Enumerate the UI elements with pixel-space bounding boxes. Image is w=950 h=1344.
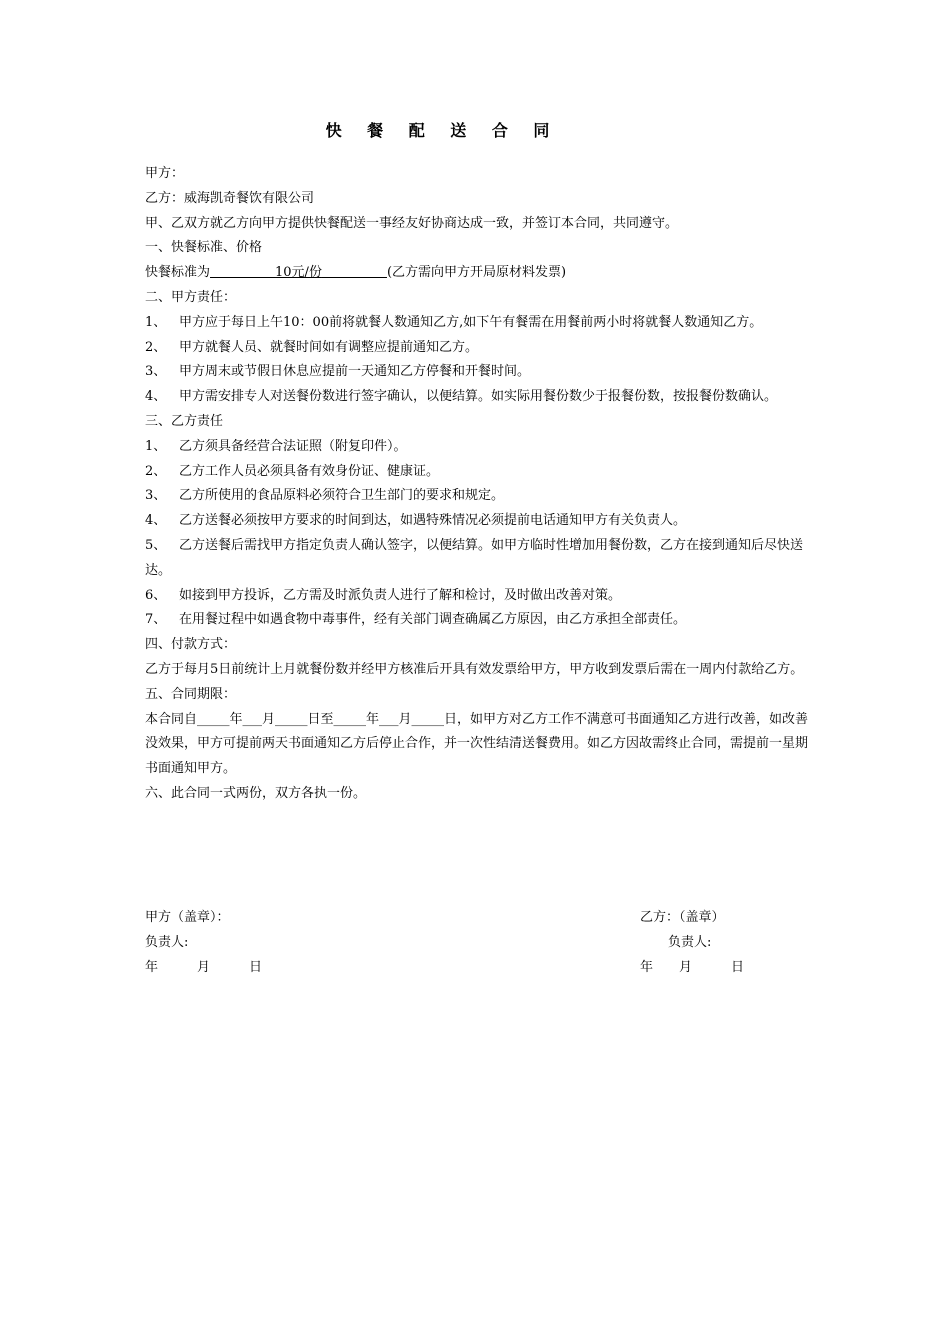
party-b-line: 乙方：威海凯奇餐饮有限公司	[145, 190, 315, 206]
intro-line: 甲、乙双方就乙方向甲方提供快餐配送一事经友好协商达成一致，并签订本合同，共同遵守。	[145, 215, 679, 231]
party-b-signature-block	[640, 906, 744, 980]
clause-number: 6、	[145, 587, 167, 603]
clause-a3	[145, 360, 813, 385]
clause-text: 甲方应于每日上午10：00前将就餐人数通知乙方,如下午有餐需在用餐前两小时将就餐人数通知乙方。	[179, 314, 763, 330]
meal-standard-note: (乙方需向甲方开局原材料发票)	[386, 265, 567, 281]
payment-paragraph: 乙方于每月5日前统计上月就餐份数并经甲方核准后开具有效发票给甲方，甲方收到发票后需在一周内付款给乙方。	[145, 661, 804, 677]
blank-left	[210, 265, 275, 280]
clause-text: 乙方须具备经营合法证照（附复印件）。	[179, 438, 407, 454]
meal-standard-label: 快餐标准为	[145, 265, 211, 281]
section-5-heading: 五、合同期限：	[145, 686, 237, 702]
section-3-heading: 三、乙方责任	[145, 413, 224, 429]
term-paragraph: 本合同自_____年___月_____日至_____年___月_____日，如甲方对乙方工作不满意可书面通知乙方进行改善，如改善没效果，甲方可提前两天书面通知乙方后停止合作，并一次性结清送餐费用。如乙方因故需终止合同，需提前一星期书面通知甲方。	[145, 711, 809, 777]
clause-number: 4、	[145, 513, 167, 529]
party-a-signature-block	[145, 906, 262, 980]
blank-right	[322, 265, 387, 280]
clause-b3	[145, 484, 813, 509]
clause-a4	[145, 385, 813, 410]
clause-number: 3、	[145, 488, 167, 504]
clause-b1	[145, 435, 813, 460]
clause-text: 如接到甲方投诉，乙方需及时派负责人进行了解和检讨，及时做出改善对策。	[179, 587, 622, 603]
clause-number: 1、	[145, 438, 167, 454]
clause-number: 2、	[145, 463, 167, 479]
section-4-heading: 四、付款方式：	[145, 637, 237, 653]
section-2-heading: 二、甲方责任：	[145, 289, 237, 305]
party-b-seal-label: 乙方：（盖章）	[640, 910, 725, 925]
clause-number: 3、	[145, 364, 167, 380]
party-a-line: 甲方：	[145, 166, 185, 181]
clause-text: 甲方就餐人员、就餐时间如有调整应提前通知乙方。	[179, 339, 479, 355]
clause-number: 7、	[145, 612, 167, 628]
clause-number: 4、	[145, 389, 167, 405]
clause-a1	[145, 311, 813, 336]
party-b-date-label: 年 月 日	[640, 959, 745, 975]
meal-price-value: 10元/份	[275, 265, 322, 281]
clause-text: 甲方周末或节假日休息应提前一天通知乙方停餐和开餐时间。	[179, 364, 531, 380]
clause-text: 甲方需安排专人对送餐份数进行签字确认，以便结算。如实际用餐份数少于报餐份数，按报餐份数确认。	[179, 389, 778, 405]
clause-text: 乙方所使用的食品原料必须符合卫生部门的要求和规定。	[179, 488, 505, 504]
clause-b5	[145, 534, 813, 584]
section-1-heading: 一、快餐标准、价格	[145, 240, 263, 256]
clause-number: 1、	[145, 314, 167, 330]
clause-text: 乙方工作人员必须具备有效身份证、健康证。	[179, 463, 440, 479]
party-a-person-label: 负责人:	[145, 934, 189, 950]
document-title: 快 餐 配 送 合 同	[325, 121, 560, 140]
clause-text: 乙方送餐必须按甲方要求的时间到达，如遇特殊情况必须提前电话通知甲方有关负责人。	[179, 513, 687, 529]
clause-a2	[145, 336, 813, 361]
clause-b7	[145, 608, 813, 633]
party-b-person-label: 负责人:	[668, 934, 712, 950]
party-a-date-label: 年 月 日	[145, 959, 263, 975]
clause-text: 在用餐过程中如遇食物中毒事件，经有关部门调查确属乙方原因，由乙方承担全部责任。	[179, 612, 687, 628]
party-a-seal-label: 甲方（盖章）：	[145, 910, 230, 925]
clause-b2	[145, 460, 813, 485]
clause-b4	[145, 509, 813, 534]
clause-number: 5、	[145, 537, 167, 553]
section-6-line: 六、此合同一式两份，双方各执一份。	[145, 785, 367, 801]
contract-body	[145, 162, 813, 807]
clause-text: 乙方送餐后需找甲方指定负责人确认签字，以便结算。如甲方临时性增加用餐份数，乙方在接到通知后尽快送达。	[145, 537, 804, 578]
meal-standard-line	[145, 261, 813, 286]
clause-b6	[145, 584, 813, 609]
clause-number: 2、	[145, 339, 167, 355]
meal-price-field	[210, 265, 387, 280]
